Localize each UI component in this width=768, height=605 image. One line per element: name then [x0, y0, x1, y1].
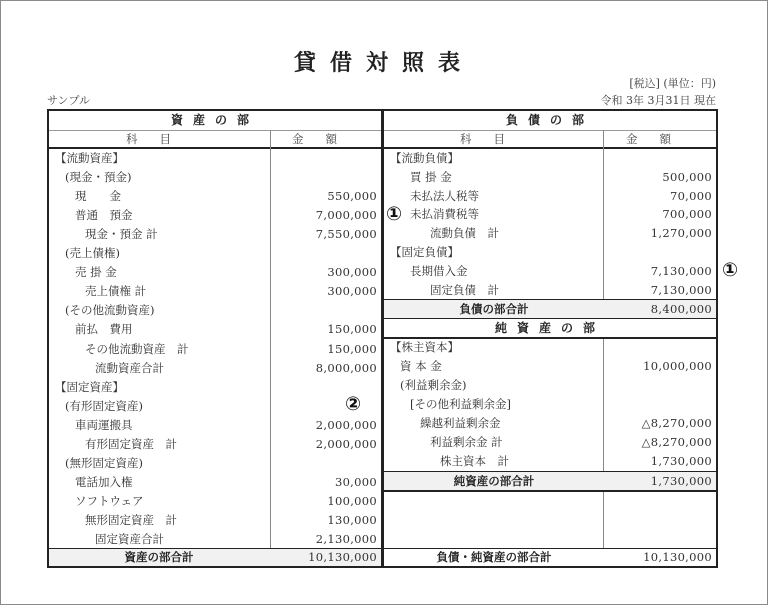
row-label: 未払消費税等 [410, 207, 479, 222]
table-row [384, 338, 716, 357]
row-label: 現金・預金 計 [85, 227, 158, 242]
annotation-marker-2: ② [345, 393, 362, 415]
table-row [49, 263, 381, 282]
row-label: (利益剰余金) [400, 378, 467, 392]
liabilities-total-label: 負債の部合計 [459, 302, 529, 316]
assets-section-header: 資産の部 [170, 113, 259, 127]
row-label: (売上債権) [65, 246, 120, 261]
row-amount: 2,000,000 [315, 417, 377, 432]
table-row [49, 168, 381, 187]
table-row [49, 393, 381, 416]
row-label: 有形固定資産 計 [85, 436, 177, 451]
table-row [49, 416, 381, 435]
row-label: 売上債権 計 [85, 284, 147, 299]
row-label: 未払法人税等 [410, 188, 479, 203]
table-row [384, 243, 716, 262]
row-label: ソフトウェア [75, 493, 144, 508]
table-row [384, 187, 716, 206]
row-label: 電話加入権 [75, 474, 133, 489]
tax-unit-note: [税込] (単位：円) [629, 77, 716, 90]
row-label: 無形固定資産 計 [85, 512, 177, 527]
row-amount: 7,130,000 [650, 282, 712, 297]
table-row [384, 452, 716, 471]
table-row [49, 530, 381, 549]
table-row [384, 414, 716, 433]
row-label: (現金・預金) [65, 170, 132, 185]
assets-total-label: 資産の部合計 [124, 550, 194, 564]
row-label: 売 掛 金 [75, 265, 117, 280]
row-label: 現 金 [75, 189, 121, 204]
row-label: 長期借入金 [410, 263, 468, 278]
liabilities-total-row [384, 300, 716, 318]
row-label: 繰越利益剰余金 [420, 416, 501, 430]
document-title: 貸借対照表 [293, 51, 474, 76]
assets-total-amount: 10,130,000 [308, 550, 377, 564]
row-label: 【流動資産】 [55, 151, 124, 165]
table-row [49, 244, 381, 263]
table-row [384, 395, 716, 414]
row-label: 流動負債 計 [430, 226, 499, 241]
assets-total-row [49, 549, 381, 566]
grand-total-row [384, 549, 716, 566]
table-row [384, 205, 716, 224]
row-amount: 100,000 [327, 493, 377, 508]
row-amount: 500,000 [662, 169, 712, 184]
row-label: (有形固定資産) [65, 398, 143, 413]
row-label: 【株主資本】 [390, 340, 459, 354]
row-amount: 700,000 [662, 207, 712, 222]
table-row [49, 340, 381, 359]
row-label: 買 掛 金 [410, 169, 452, 184]
table-row [49, 301, 381, 320]
table-row [49, 149, 381, 168]
row-amount: 300,000 [327, 265, 377, 280]
col-header-item: 科目 [126, 132, 193, 146]
row-label: 前払 費用 [75, 322, 133, 337]
row-label: その他流動資産 計 [85, 341, 189, 356]
grand-total-label: 負債・純資産の部合計 [436, 550, 552, 564]
row-amount: 10,000,000 [643, 359, 712, 373]
equity-total-label: 純資産の部合計 [453, 474, 535, 488]
liabilities-total-amount: 8,400,000 [650, 302, 712, 316]
table-row [49, 206, 381, 225]
annotation-marker-1-left: ① [386, 203, 403, 225]
assets-table [47, 109, 383, 568]
table-row [49, 320, 381, 339]
table-row [384, 262, 716, 281]
row-label: [その他利益剰余金] [410, 397, 511, 411]
table-row [49, 473, 381, 492]
company-name: サンプル [47, 94, 91, 107]
row-amount: 150,000 [327, 322, 377, 337]
row-label: 普通 預金 [75, 208, 133, 223]
table-row [384, 433, 716, 452]
col-header-amount: 金額 [626, 132, 693, 146]
col-header-amount: 金額 [292, 132, 359, 146]
row-amount: 7,130,000 [650, 263, 712, 278]
table-row [49, 378, 381, 397]
row-label: 利益剰余金 計 [430, 435, 503, 449]
row-amount: 1,270,000 [650, 226, 712, 241]
table-row [49, 359, 381, 378]
equity-total-row [384, 472, 716, 490]
row-amount: △8,270,000 [641, 416, 712, 430]
table-row [384, 376, 716, 395]
annotation-marker-1-right: ① [722, 259, 739, 281]
table-row [49, 435, 381, 454]
row-label: 【固定負債】 [390, 245, 459, 259]
table-row [49, 282, 381, 301]
row-amount: 8,000,000 [315, 360, 377, 375]
liabilities-section-header: 負債の部 [505, 113, 594, 127]
table-row [384, 224, 716, 243]
table-row [49, 454, 381, 473]
row-amount: 550,000 [327, 189, 377, 204]
table-row [49, 187, 381, 206]
row-amount: 300,000 [327, 284, 377, 299]
row-label: 【固定資産】 [55, 379, 124, 394]
equity-section-header: 純資産の部 [384, 319, 716, 337]
row-label: 流動資産合計 [95, 360, 164, 375]
equity-total-amount: 1,730,000 [650, 474, 712, 488]
row-label: 株主資本 計 [440, 454, 509, 468]
table-row [49, 511, 381, 530]
row-label: 資 本 金 [400, 359, 442, 373]
table-row [384, 281, 716, 300]
col-header-item: 科目 [460, 132, 527, 146]
row-label: 【流動負債】 [390, 151, 459, 165]
row-amount: 2,000,000 [315, 436, 377, 451]
row-label: 車両運搬具 [75, 417, 133, 432]
row-amount: 2,130,000 [315, 532, 377, 546]
row-amount: 1,730,000 [650, 454, 712, 468]
row-amount: 7,550,000 [315, 227, 377, 242]
liabilities-equity-table [382, 109, 718, 568]
table-row [49, 492, 381, 511]
table-row [384, 168, 716, 187]
row-label: 固定資産合計 [95, 532, 164, 546]
row-label: (その他流動資産) [65, 303, 155, 318]
row-amount: 130,000 [327, 512, 377, 527]
row-label: 固定負債 計 [430, 282, 499, 297]
grand-total-amount: 10,130,000 [643, 550, 712, 564]
row-amount: 150,000 [327, 341, 377, 356]
as-of-date: 令和 3年 3月31日 現在 [600, 94, 716, 107]
row-amount: 7,000,000 [315, 208, 377, 223]
row-amount: 70,000 [669, 188, 712, 203]
table-row [49, 225, 381, 244]
row-label: (無形固定資産) [65, 455, 143, 470]
row-amount: △8,270,000 [641, 435, 712, 449]
table-row [384, 357, 716, 376]
table-row [384, 149, 716, 168]
row-amount: 30,000 [334, 474, 377, 489]
